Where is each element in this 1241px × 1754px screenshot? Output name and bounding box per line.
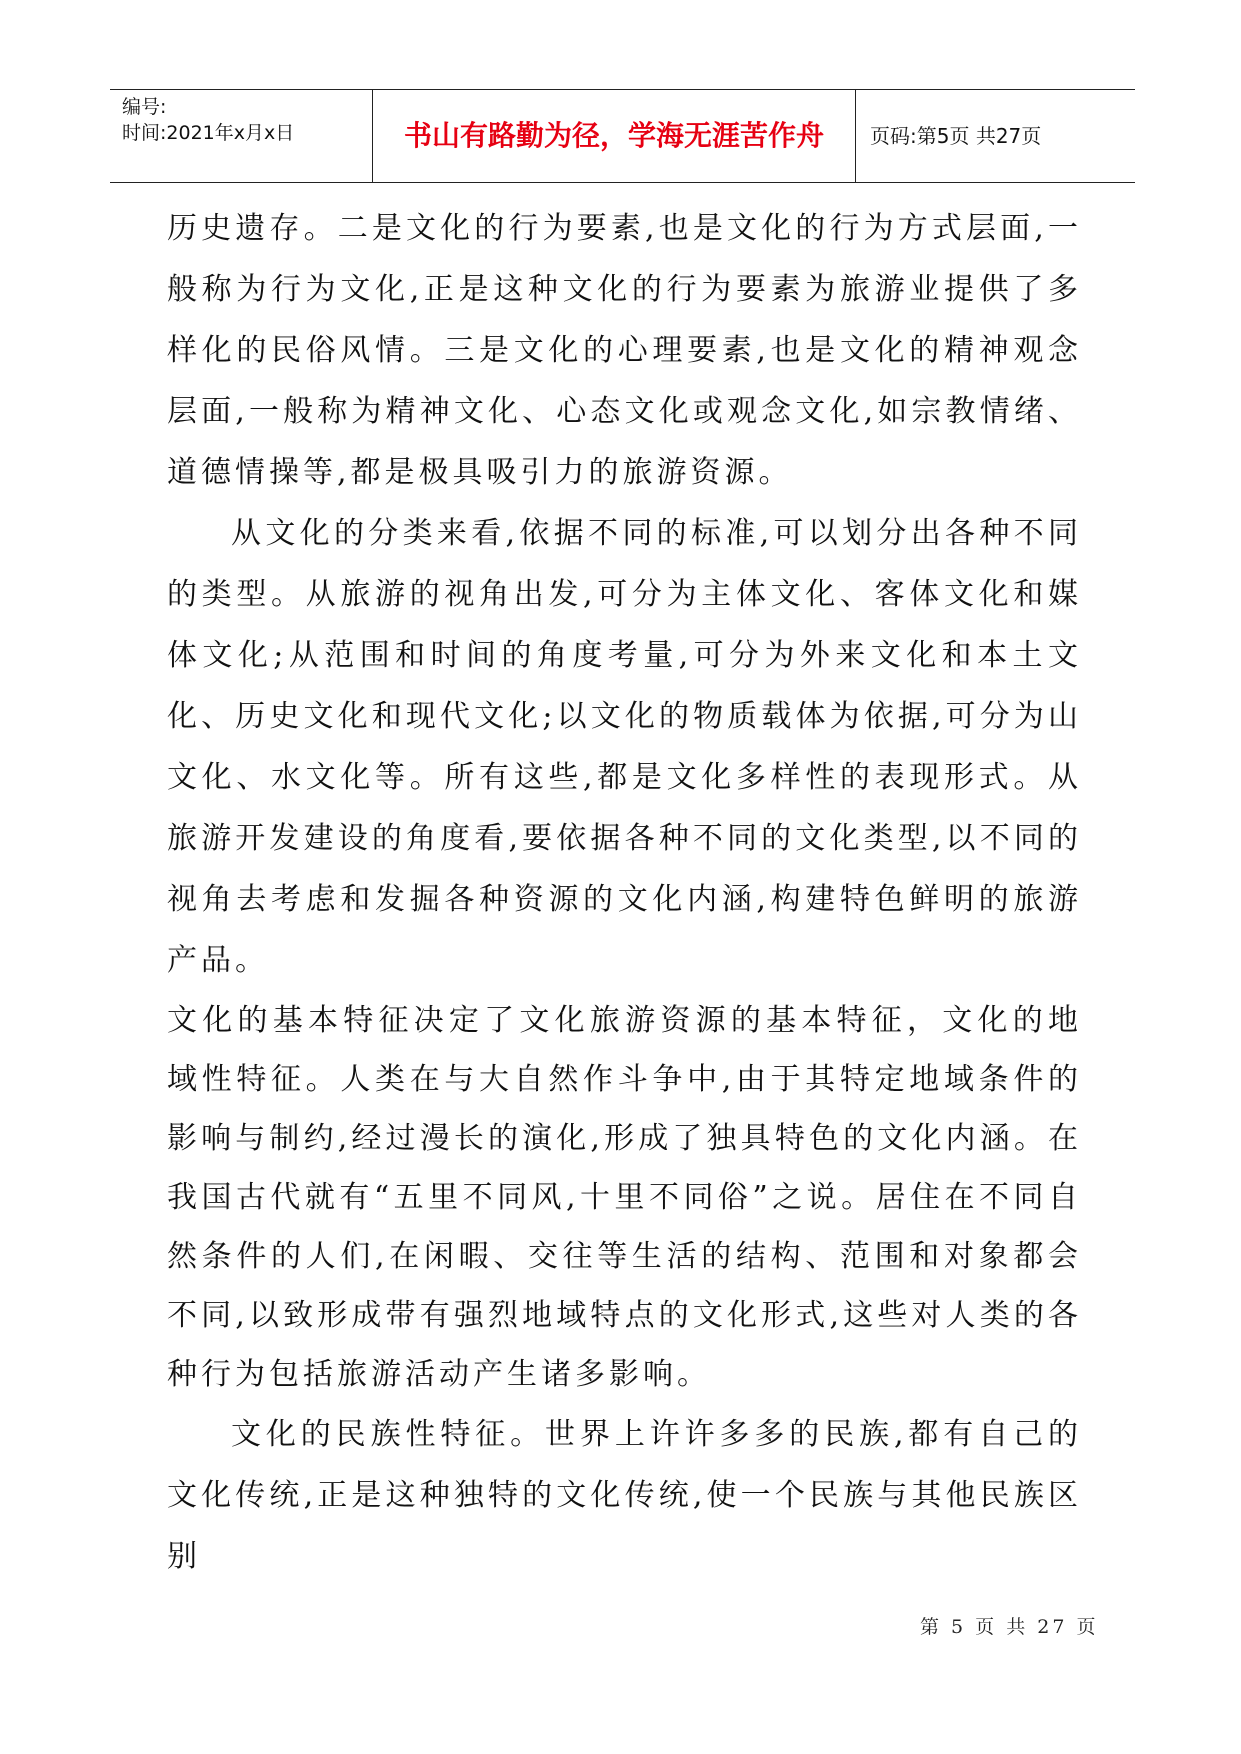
page-footer: 第 5 页 共 27 页 (920, 1616, 1099, 1638)
paragraph: 历史遗存。二是文化的行为要素,也是文化的行为方式层面,一般称为行为文化,正是这种文化的行为要素为旅游业提供了多样化的民俗风情。三是文化的心理要素,也是文化的精神观念层面,一般称为精神文化、心态文化或观念文化,如宗教情绪、道德情操等,都是极具吸引力的旅游资源。 (167, 211, 1082, 490)
paragraph: 从文化的分类来看,依据不同的标准,可以划分出各种不同的类型。从旅游的视角出发,可分为主体文化、客体文化和媒体文化;从范围和时间的角度考量,可分为外来文化和本土文化、历史文化和现代文化;以文化的物质载体为依据,可分为山文化、水文化等。所有这些,都是文化多样性的表现形式。从旅游开发建设的角度看,要依据各种不同的文化类型,以不同的视角去考虑和发掘各种资源的文化内涵,构建特色鲜明的旅游产品。 (167, 516, 1082, 978)
paragraph: 文化的民族性特征。世界上许许多多的民族,都有自己的文化传统,正是这种独特的文化传统,使一个民族与其他民族区别 (167, 1417, 1082, 1574)
document-time-label: 时间:2021年x月x日 (122, 122, 295, 144)
header-divider (372, 90, 373, 182)
header-motto: 书山有路勤为径，学海无涯苦作舟 (403, 119, 824, 152)
header-divider (855, 90, 856, 182)
page-header (110, 89, 1135, 183)
document-number-label: 编号: (122, 96, 167, 118)
header-page-info: 页码:第5页 共27页 (870, 124, 1042, 148)
document-body (167, 198, 1082, 1587)
paragraph: 文化的基本特征决定了文化旅游资源的基本特征，文化的地域性特征。人类在与大自然作斗争中,由于其特定地域条件的影响与制约,经过漫长的演化,形成了独具特色的文化内涵。在我国古代就有“五里不同风,十里不同俗”之说。居住在不同自然条件的人们,在闲暇、交往等生活的结构、范围和对象都会不同,以致形成带有强烈地域特点的文化形式,这些对人类的各种行为包括旅游活动产生诸多影响。 (167, 1003, 1082, 1392)
